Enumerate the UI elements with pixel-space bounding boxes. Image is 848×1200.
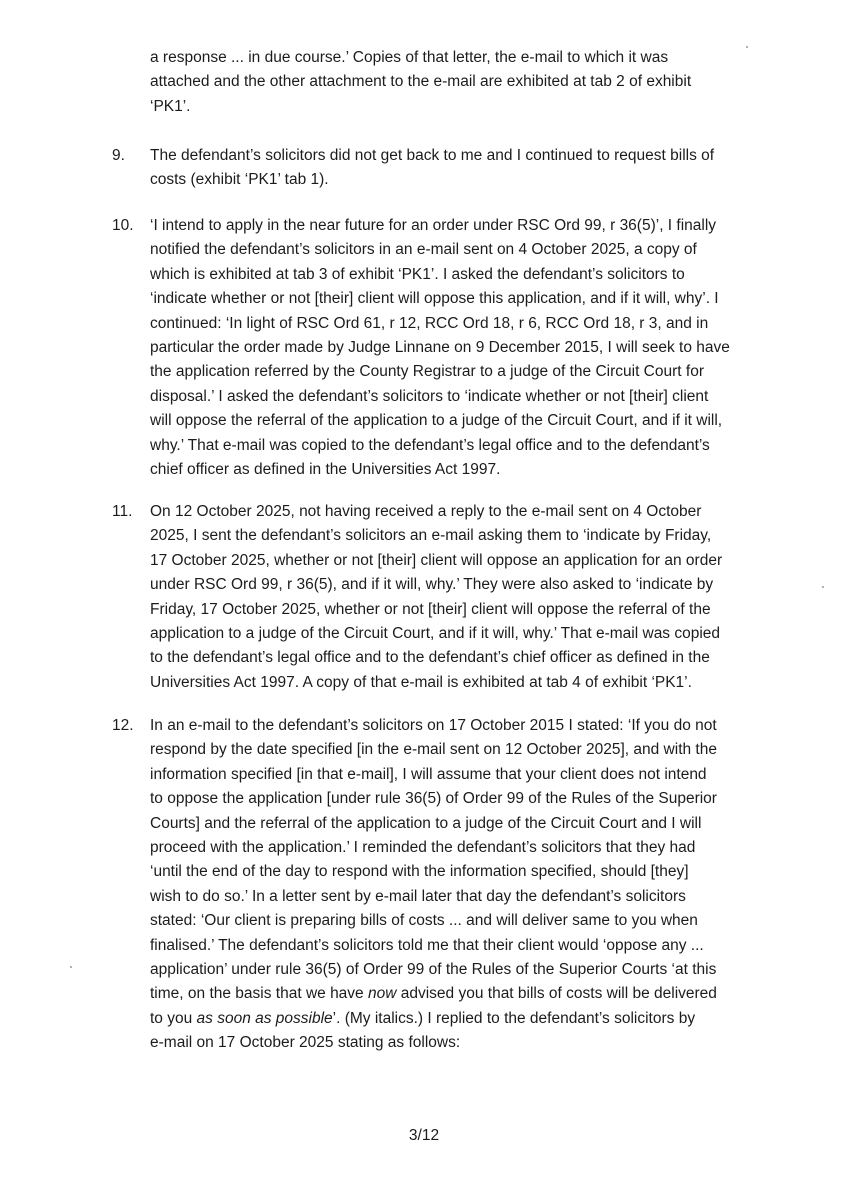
text-line bbox=[150, 982, 750, 1006]
text-line: why.’ That e-mail was copied to the defendant’s legal office and to the defendant’s bbox=[150, 436, 710, 454]
text-line: ‘until the end of the day to respond with the information specified, should [they] bbox=[150, 863, 689, 881]
text-line: costs (exhibit ‘PK1’ tab 1). bbox=[150, 171, 329, 189]
paragraph-body bbox=[150, 714, 750, 1056]
text-line: wish to do so.’ In a letter sent by e-mail later that day the defendant’s solicitors bbox=[150, 887, 686, 905]
text-line: Friday, 17 October 2025, whether or not [their] client will oppose the referral of the bbox=[150, 600, 711, 618]
paragraph-number: 9. bbox=[112, 147, 125, 164]
text-line: The defendant’s solicitors did not get back to me and I continued to request bills of bbox=[150, 147, 715, 164]
text-line: the application referred by the County Registrar to a judge of the Circuit Court for bbox=[150, 363, 704, 381]
text-line: e-mail on 17 October 2025 stating as follows: bbox=[150, 1034, 461, 1052]
text-line: application’ under rule 36(5) of Order 99 of the Rules of the Superior Courts ‘at this bbox=[150, 961, 717, 979]
paragraph-number: 11. bbox=[112, 503, 133, 520]
text-line: stated: ‘Our client is preparing bills of costs ... and will deliver same to you when bbox=[150, 912, 698, 930]
text-line bbox=[150, 1007, 750, 1031]
text-fragment: advised you that bills of costs will be delivered bbox=[400, 985, 717, 1003]
text-line: On 12 October 2025, not having received a reply to the e-mail sent on 4 October bbox=[150, 503, 702, 520]
scan-speck bbox=[70, 966, 72, 968]
text-line: information specified [in that e-mail], I will assume that your client does not intend bbox=[150, 765, 707, 783]
text-line: application to a judge of the Circuit Court, and if it will, why.’ That e-mail was copied bbox=[150, 625, 721, 643]
text-line: under RSC Ord 99, r 36(5), and if it will, why.’ They were also asked to ‘indicate by bbox=[150, 576, 714, 594]
text-line: ‘indicate whether or not [their] client will oppose this application, and if it will, why’. I bbox=[150, 290, 719, 308]
text-line: finalised.’ The defendant’s solicitors told me that their client would ‘oppose any ... bbox=[150, 936, 704, 954]
paragraph-body bbox=[150, 214, 750, 482]
scan-speck bbox=[822, 586, 824, 588]
text-line: notified the defendant’s solicitors in an e-mail sent on 4 October 2025, a copy of bbox=[150, 241, 697, 259]
text-line: 2025, I sent the defendant’s solicitors an e-mail asking them to ‘indicate by Friday, bbox=[150, 527, 712, 545]
paragraph-number: 12. bbox=[112, 717, 134, 734]
italic-as-soon-as-possible: as soon as possible bbox=[196, 1009, 333, 1027]
text-line: In an e-mail to the defendant’s solicitors on 17 October 2015 I stated: ‘If you do not bbox=[150, 717, 717, 734]
page-number: 3/12 bbox=[408, 1127, 440, 1144]
text-line: continued: ‘In light of RSC Ord 61, r 12, RCC Ord 18, r 6, RCC Ord 18, r 3, and in bbox=[150, 314, 709, 332]
text-line: attached and the other attachment to the e-mail are exhibited at tab 2 of exhibit bbox=[150, 73, 692, 91]
text-line: to oppose the application [under rule 36(5) of Order 99 of the Rules of the Superior bbox=[150, 790, 717, 808]
text-line: respond by the date specified [in the e-mail sent on 12 October 2025], and with the bbox=[150, 741, 717, 759]
text-line: Universities Act 1997. A copy of that e-mail is exhibited at tab 4 of exhibit ‘PK1’. bbox=[150, 673, 692, 691]
text-line: a response ... in due course.’ Copies of that letter, the e-mail to which it was bbox=[150, 49, 669, 66]
text-line: which is exhibited at tab 3 of exhibit ‘PK1’. I asked the defendant’s solicitors to bbox=[150, 265, 685, 283]
text-line: ‘PK1’. bbox=[150, 97, 191, 115]
text-fragment: to you bbox=[150, 1009, 197, 1027]
italic-now: now bbox=[367, 985, 397, 1003]
text-line: particular the order made by Judge Linnane on 9 December 2015, I will seek to have bbox=[150, 339, 730, 357]
text-fragment: . (My italics.) I replied to the defendant’s solicitors by bbox=[336, 1009, 696, 1027]
text-line: Courts] and the referral of the application to a judge of the Circuit Court and I will bbox=[150, 814, 702, 832]
text-line: 17 October 2025, whether or not [their] client will oppose an application for an order bbox=[150, 551, 723, 569]
text-line: ‘I intend to apply in the near future for an order under RSC Ord 99, r 36(5)’, I finally bbox=[150, 217, 717, 234]
text-line: proceed with the application.’ I reminded the defendant’s solicitors that they had bbox=[150, 839, 696, 857]
continuation-paragraph bbox=[150, 46, 750, 119]
text-line: will oppose the referral of the application to a judge of the Circuit Court, and if it will, bbox=[150, 412, 723, 430]
text-line: chief officer as defined in the Universities Act 1997. bbox=[150, 461, 501, 479]
paragraph-body bbox=[150, 500, 750, 695]
text-fragment: time, on the basis that we have bbox=[150, 985, 368, 1003]
text-line: to the defendant’s legal office and to the defendant’s chief officer as defined in the bbox=[150, 649, 710, 667]
paragraph-number: 10. bbox=[112, 217, 134, 234]
text-line: disposal.’ I asked the defendant’s solicitors to ‘indicate whether or not [their] client bbox=[150, 387, 709, 405]
paragraph-body bbox=[150, 144, 750, 193]
scan-speck bbox=[746, 46, 748, 48]
text-fragment: ’ bbox=[332, 1009, 337, 1027]
